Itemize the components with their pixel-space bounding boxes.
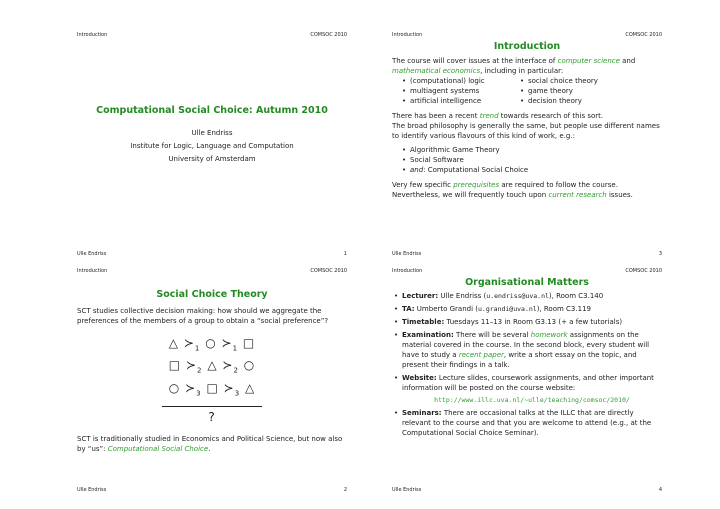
paragraph: Very few specific prerequisites are required to follow the course. — [392, 181, 618, 189]
slide-title: Computational Social Choice: Autumn 2010 — [96, 105, 328, 116]
slide-header — [392, 268, 662, 274]
list-item: • Timetable: Tuesdays 11–13 in Room G3.13 (+ a few tutorials) — [402, 317, 662, 327]
paragraph: SCT is traditionally studied in Economics and Political Science, but now also by “us”: Computational Social Choice. — [77, 435, 343, 454]
header-left: Introduction — [392, 32, 423, 38]
slide-footer — [77, 251, 347, 257]
header-left: Introduction — [392, 268, 423, 274]
list-item: • decision theory — [528, 96, 636, 106]
slide-3 — [392, 32, 662, 257]
preference-row: △ $≻_1$ ○ $≻_1$ □ — [168, 336, 256, 353]
list-item: • multiagent systems — [410, 86, 518, 96]
list-item: • social choice theory — [528, 76, 636, 86]
slide-footer — [392, 487, 662, 493]
paragraph: Nevertheless, we will frequently touch upon current research issues. — [392, 191, 633, 199]
flavour-list — [400, 145, 662, 175]
slide-body — [77, 42, 347, 247]
slide-1 — [77, 32, 347, 257]
slide-title: Social Choice Theory — [156, 289, 268, 300]
list-item: • artificial intelligence — [410, 96, 518, 106]
header-right: COMSOC 2010 — [625, 32, 662, 38]
paragraph: SCT studies collective decision making: how should we aggregate the preferences of the members of a group to obtain a “social preference”? — [77, 307, 329, 325]
topic-list-1 — [400, 76, 518, 106]
slide-body — [392, 278, 662, 483]
page-number: 4 — [658, 487, 662, 493]
header-right: COMSOC 2010 — [310, 268, 347, 274]
preference-row: □ $≻_2$ △ $≻_2$ ○ — [168, 358, 256, 375]
header-right: COMSOC 2010 — [310, 32, 347, 38]
list-item: • Seminars: There are occasional talks at the ILLC that are directly relevant to the course and that you are welcome to attend (e.g., at the Computational Social Choice Seminar). — [402, 408, 662, 438]
slide-title: Introduction — [493, 41, 561, 52]
slide-4 — [392, 268, 662, 493]
slide-header — [77, 268, 347, 274]
list-item: • Algorithmic Game Theory — [410, 145, 662, 155]
header-right: COMSOC 2010 — [625, 268, 662, 274]
page-number: 3 — [658, 251, 662, 257]
list-item: • Website: Lecture slides, coursework assignments, and other important information will be posted on the course website: http://www.illc.uva.nl/~ulle/teaching/comsoc/2010/ — [402, 373, 662, 405]
list-item: • Examination: There will be several homework assignments on the material covered in the course. In the second block, every student will have to study a recent paper, write a short essay on the topic, and present their findings in a talk. — [402, 330, 662, 370]
preference-profile — [77, 335, 347, 426]
topic-columns — [400, 76, 662, 106]
slide-header — [392, 32, 662, 38]
affiliation-2: University of Amsterdam — [168, 155, 256, 163]
paragraph: The broad philosophy is generally the same, but people use different names to identify various flavours of this kind of work, e.g.: — [392, 122, 660, 140]
list-item: • TA: Umberto Grandi (u.grandi@uva.nl), Room C3.119 — [402, 304, 662, 314]
organisation-list — [392, 291, 662, 438]
social-preference: ? — [208, 410, 216, 425]
header-left: Introduction — [77, 268, 108, 274]
course-website-link[interactable]: http://www.illc.uva.nl/~ulle/teaching/comsoc/2010/ — [434, 396, 630, 404]
footer-left: Ulle Endriss — [392, 487, 422, 493]
paragraph: The course will cover issues at the interface of computer science and mathematical economics, including in particular: — [392, 57, 636, 75]
list-item: • (computational) logic — [410, 76, 518, 86]
slide-footer — [77, 487, 347, 493]
slide-body — [77, 278, 347, 483]
footer-left: Ulle Endriss — [392, 251, 422, 257]
list-item: • game theory — [528, 86, 636, 96]
list-item: • and: Computational Social Choice — [410, 165, 662, 175]
list-item: • Lecturer: Ulle Endriss (u.endriss@uva.nl), Room C3.140 — [402, 291, 662, 301]
author: Ulle Endriss — [191, 129, 233, 137]
paragraph: There has been a recent trend towards research of this sort. — [392, 112, 604, 120]
slide-footer — [392, 251, 662, 257]
page-number: 2 — [343, 487, 347, 493]
slide-body — [392, 42, 662, 247]
slide-header — [77, 32, 347, 38]
page-number: 1 — [343, 251, 347, 257]
divider — [162, 406, 262, 407]
topic-list-2 — [518, 76, 636, 106]
preference-row: ○ $≻_3$ □ $≻_3$ △ — [168, 380, 256, 398]
slide-2 — [77, 268, 347, 493]
header-left: Introduction — [77, 32, 108, 38]
footer-left: Ulle Endriss — [77, 251, 107, 257]
footer-left: Ulle Endriss — [77, 487, 107, 493]
list-item: • Social Software — [410, 155, 662, 165]
affiliation-1: Institute for Logic, Language and Computation — [130, 142, 294, 150]
slide-title: Organisational Matters — [465, 277, 589, 288]
